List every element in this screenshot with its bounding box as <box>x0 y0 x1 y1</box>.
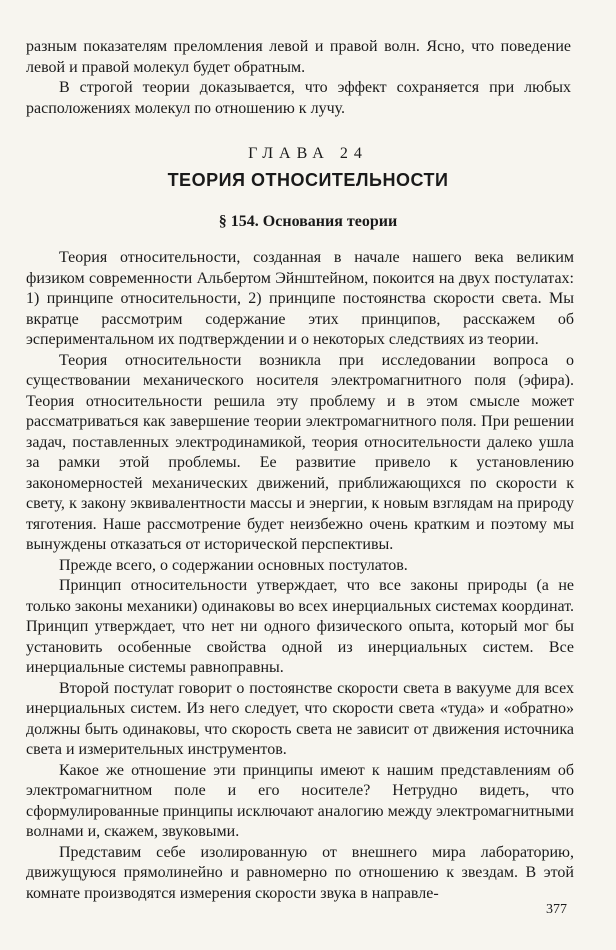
section-title: § 154. Основания теории <box>218 213 398 230</box>
paragraph: В строгой теории доказывается, что эффект сохраняется при любых расположениях молекул по отношению к лучу. <box>26 79 571 117</box>
paragraph: Теория относительности возникла при исследовании вопроса о существовании механического носителя электромагнитного поля (эфира). Теория относительности решила эту проблему и в этом смысле может рассматриваться как завершение теории электромагнитного поля. При решении задач, поставленных электродинамикой, теория относительности далеко ушла за рамки этой проблемы. Ее развитие привело к установлению закономерностей механических движений, приближающихся по скорости к свету, к закону эквивалентности массы и энергии, к новым взглядам на природу тяготения. Наше рассмотрение будет неизбежно очень кратким и поэтому мы вынуждены отказаться от исторической перспективы. <box>26 351 574 553</box>
paragraph: Какое же отношение эти принципы имеют к нашим представлениям об электромагнитном поле и его носителе? Нетрудно видеть, что сформулированные принципы исключают аналогию между электромагнитными волнами и, скажем, звуковыми. <box>26 761 574 840</box>
paragraph: Прежде всего, о содержании основных постулатов. <box>59 556 408 574</box>
continued-text <box>26 37 571 119</box>
chapter-title: ТЕОРИЯ ОТНОСИТЕЛЬНОСТИ <box>167 170 449 190</box>
page-number: 377 <box>546 902 567 917</box>
chapter-label: ГЛАВА 24 <box>248 145 368 162</box>
paragraph: Теория относительности, созданная в начале нашего века великим физиком современности Альбертом Эйнштейном, покоится на двух постулатах: 1) принципе относительности, 2) принципе постоянства скорости света. Мы вкратце рассмотрим содержание этих принципов, расскажем об эспериментальном их подтверждении и о некоторых следствиях из теории. <box>26 249 574 348</box>
paragraph: разным показателям преломления левой и правой волн. Ясно, что поведение левой и правой молекул будет обратным. <box>26 38 571 76</box>
section-body <box>26 248 574 904</box>
paragraph: Принцип относительности утверждает, что все законы природы (а не только законы механики) одинаковы во всех инерциальных системах координат. Принцип утверждает, что нет ни одного физического опыта, который мог бы установить особенные свойства одной из инерциальных систем. Все инерциальные системы равноправны. <box>26 577 574 676</box>
paragraph: Второй постулат говорит о постоянстве скорости света в вакууме для всех инерциальных систем. Из него следует, что скорости света «туда» и «обратно» должны быть одинаковы, что скорость света не зависит от движения источника света и измерительных инструментов. <box>26 679 574 758</box>
paragraph: Представим себе изолированную от внешнего мира лабораторию, движущуюся прямолинейно и равномерно по отношению к звездам. В этой комнате производятся измерения скорости звука в направле- <box>26 843 574 902</box>
